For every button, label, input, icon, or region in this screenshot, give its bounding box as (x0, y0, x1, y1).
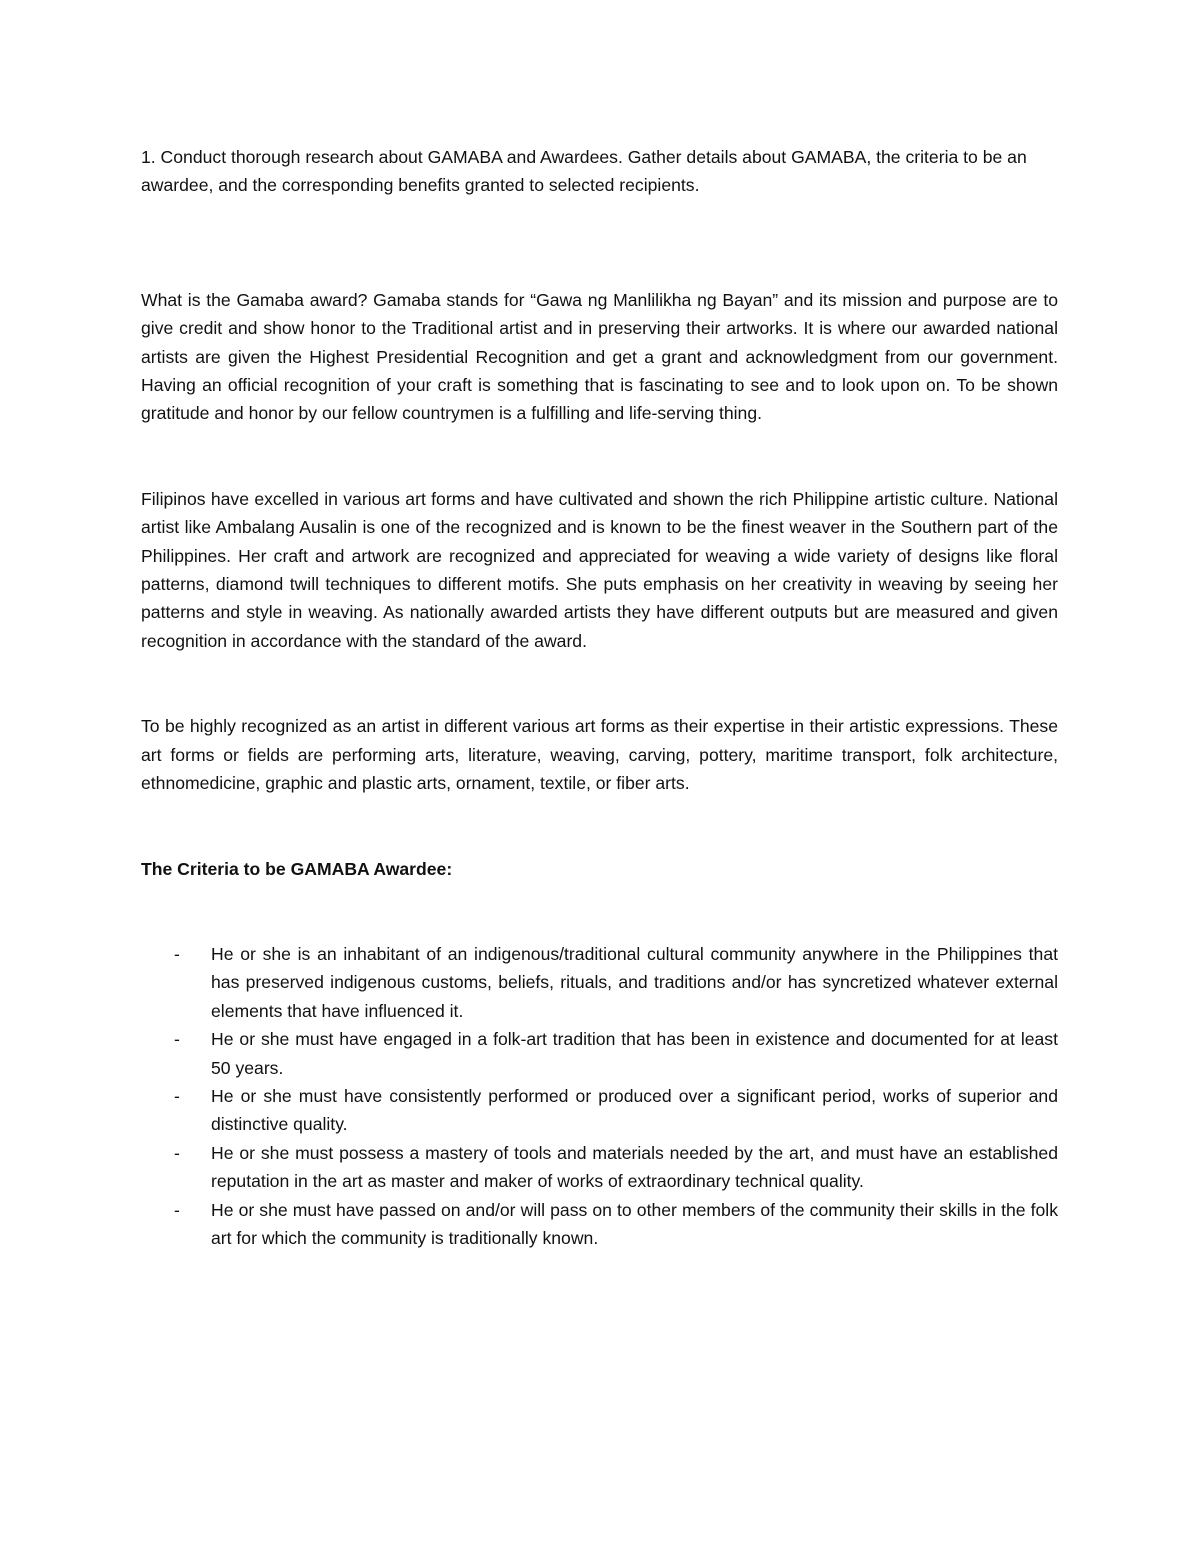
criteria-item (141, 1025, 1058, 1082)
criteria-item (141, 940, 1058, 1025)
bullet-dash: - (174, 1142, 180, 1163)
criteria-item-text: He or she must have consistently performed or produced over a significant period, works of superior and distinctive quality. (211, 1085, 1058, 1135)
task-instruction: 1. Conduct thorough research about GAMABA and Awardees. Gather details about GAMABA, the criteria to be an awardee, and the corresponding benefits granted to selected recipients. (141, 147, 1027, 196)
paragraph-filipino-artists: Filipinos have excelled in various art forms and have cultivated and shown the rich Philippine artistic culture. National artist like Ambalang Ausalin is one of the recognized and is known to be the finest weaver in the Southern part of the Philippines. Her craft and artwork are recognized and appreciated for weaving a wide variety of designs like floral patterns, diamond twill techniques to different motifs. She puts emphasis on her creativity in weaving by seeing her patterns and style in weaving. As nationally awarded artists they have different outputs but are measured and given recognition in accordance with the standard of the award. (141, 488, 1058, 651)
bullet-dash: - (174, 1085, 180, 1106)
bullet-dash: - (174, 1199, 180, 1220)
document-body (141, 143, 1058, 1252)
criteria-heading: The Criteria to be GAMABA Awardee: (141, 858, 453, 879)
bullet-dash: - (174, 943, 180, 964)
paragraph-gamaba-award: What is the Gamaba award? Gamaba stands for “Gawa ng Manlilikha ng Bayan” and its mission and purpose are to give credit and show honor to the Traditional artist and in preserving their artworks. It is where our awarded national artists are given the Highest Presidential Recognition and get a grant and acknowledgment from our government. Having an official recognition of your craft is something that is fascinating to see and to look upon on. To be shown gratitude and honor by our fellow countrymen is a fulfilling and life-serving thing. (141, 289, 1058, 424)
bullet-dash: - (174, 1029, 180, 1050)
paragraph-art-forms: To be highly recognized as an artist in different various art forms as their expertise in their artistic expressions. These art forms or fields are performing arts, literature, weaving, carving, pottery, maritime transport, folk architecture, ethnomedicine, graphic and plastic arts, ornament, textile, or fiber arts. (141, 716, 1058, 794)
criteria-item (141, 1139, 1058, 1196)
criteria-list (141, 940, 1058, 1252)
criteria-item (141, 1196, 1058, 1253)
criteria-item (141, 1082, 1058, 1139)
criteria-item-text: He or she must possess a mastery of tools and materials needed by the art, and must have an established reputation in the art as master and maker of works of extraordinary technical quality. (211, 1142, 1058, 1192)
criteria-item-text: He or she must have engaged in a folk-art tradition that has been in existence and documented for at least 50 years. (211, 1029, 1058, 1078)
criteria-item-text: He or she is an inhabitant of an indigenous/traditional cultural community anywhere in the Philippines that has preserved indigenous customs, beliefs, rituals, and traditions and/or has syncretized whatever external elements that have influenced it. (211, 943, 1058, 1021)
criteria-item-text: He or she must have passed on and/or will pass on to other members of the community their skills in the folk art for which the community is traditionally known. (211, 1199, 1058, 1248)
